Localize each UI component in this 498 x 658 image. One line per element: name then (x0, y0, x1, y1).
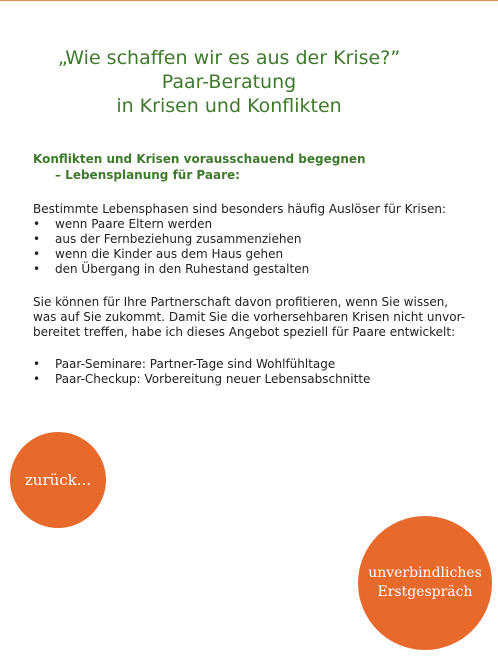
consultation-label-line-2: Erstgespräch (377, 584, 473, 600)
offer-paragraph (33, 295, 473, 340)
title-topic: in Krisen und Konflikten (116, 95, 342, 117)
list-item (33, 247, 473, 262)
list-item-text: Paar-Checkup: Vorbereitung neuer Lebensabschnitte (55, 372, 371, 386)
paragraph-line: was auf Sie zukommt. Damit Sie die vorhersehbaren Krisen nicht unvor- (33, 310, 466, 324)
bullet-icon: • (33, 217, 41, 231)
paragraph-line: bereitet treffen, habe ich dieses Angebot speziell für Paare entwickelt: (33, 325, 456, 339)
consultation-button-label (368, 564, 482, 602)
back-button-label: zurück... (24, 471, 92, 489)
consultation-label-line-1: unverbindliches (368, 565, 482, 581)
list-item-text: den Übergang in den Ruhestand gestalten (55, 262, 310, 276)
list-item (33, 217, 473, 232)
back-button[interactable] (10, 432, 106, 528)
consultation-request-button[interactable] (358, 516, 492, 650)
offers-list (33, 357, 473, 387)
bullet-icon: • (33, 372, 41, 386)
list-item-text: Paar-Seminare: Partner-Tage sind Wohlfühltage (55, 357, 336, 371)
list-item (33, 232, 473, 247)
list-item-text: aus der Fernbeziehung zusammenziehen (55, 232, 302, 246)
list-item (33, 262, 473, 277)
section-heading (33, 151, 366, 183)
top-divider (0, 0, 498, 1)
list-item-text: wenn Paare Eltern werden (55, 217, 213, 231)
bullet-icon: • (33, 357, 41, 371)
title-service: Paar-Beratung (161, 71, 297, 93)
bullet-icon: • (33, 262, 41, 276)
section-heading-line-1: Konflikten und Krisen vorausschauend begegnen (33, 152, 366, 166)
page-title (0, 46, 498, 118)
bullet-icon: • (33, 232, 41, 246)
paragraph-line: Sie können für Ihre Partnerschaft davon profitieren, wenn Sie wissen, (33, 295, 449, 309)
section-heading-line-2: – Lebensplanung für Paare: (55, 168, 240, 182)
list-item-text: wenn die Kinder aus dem Haus gehen (55, 247, 284, 261)
bullet-icon: • (33, 247, 41, 261)
title-question: „Wie schaffen wir es aus der Krise?” (57, 47, 401, 69)
intro-text: Bestimmte Lebensphasen sind besonders häufig Auslöser für Krisen: (33, 202, 447, 216)
list-item (33, 357, 473, 372)
list-item (33, 372, 473, 387)
crisis-triggers-list (33, 217, 473, 277)
